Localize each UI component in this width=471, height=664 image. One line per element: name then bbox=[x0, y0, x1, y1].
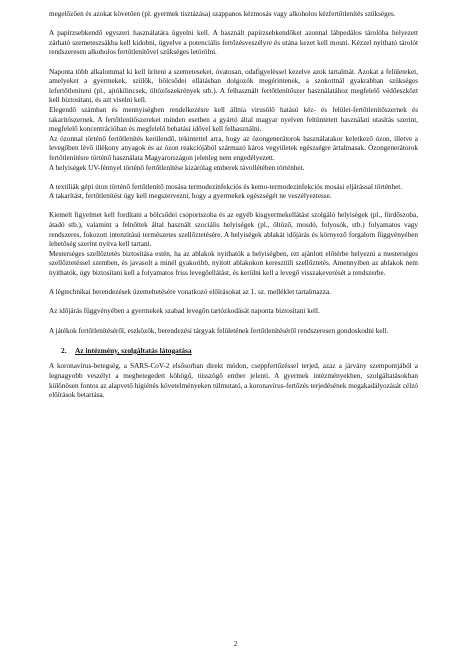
section-title: Az intézmény, szolgáltatás látogatása bbox=[75, 345, 192, 355]
paragraph-handwashing: megelőzően és azokat követően (pl. gyermek tisztázása) szappanos kézmosás vagy alkoholos kézfertőtlenítés szükséges. bbox=[49, 10, 396, 18]
paragraph-ozone: Az ózonnal történő fertőtlenítés kerülendő, tekintettel arra, hogy az ózongenerátorok használatakor keletkező ózon, illetve a levegőben lévő illékony anyagok és az ózon reakciójából származó káros vegyületek egészségre ártalmasak. Ózongenerátorok fertőtlenítésre történő használata Magyarországon jelenleg nem engedélyezett. bbox=[49, 134, 418, 162]
paragraph-uv-light: A helyiségek UV-fénnyel történő fertőtlenítése kizárólag emberek távollétében történhet. bbox=[49, 163, 305, 172]
page-number: 2 bbox=[233, 640, 238, 648]
paragraph-ventilation: Kiemelt figyelmet kell fordítani a bölcsődei csoportszoba és az egyéb kisgyermekellátást szolgáló helyiségek (pl., fürdőszoba, átadó stb.), valamint a felnőttek által használt szociális helyiségek (pl., öltöző, mosdó, folyosók, stb.) folyamatos vagy rendszeres, fokozott intenzitású természetes szellőztetésére. A helyiségek ablakát időjárás és környező forgalom függvényében lehetőség szerint nyitva kell tartani. bbox=[49, 211, 418, 249]
paragraph-coronavirus: A koronavírus-betegség, a SARS-CoV-2 elsősorban direkt módon, cseppfertőzéssel terjed, azaz a járvány szempontjából a legnagyobb veszélyt a megbetegedett köhögő, tüsszögő ember jelenti. A gyermek intézményekben, szolgáltatásokban különösen fontos az alapvető higiénés követelményeken túlmutató, a koronavírus-fertőzés terjedésének megakadályozását célzó előírások betartása. bbox=[49, 362, 418, 400]
paragraph-cleaning-organization: A takarítást, fertőtlenítést úgy kell megszervezni, hogy a gyermekek egészségét ne veszélyeztesse. bbox=[49, 192, 332, 201]
paragraph-toy-disinfection: A játékok fertőtlenítéséről, eszközök, berendezési tárgyak felületének fertőtlenítéséről rendszeresen gondoskodni kell. bbox=[49, 326, 389, 335]
paragraph-mechanical-ventilation: Mesterséges szellőztetés biztosítása estén, ha az ablakok nyithatók a helyiségben, ezt ajánlott előtérbe helyezni a mesterséges szellőztetéssel szemben, és javasolt a minél gyakoribb, nyitott ablakokon keresztüli szellőztetés. Amennyiben az ablakok nem nyithatók, úgy biztosítani kell a folyamatos friss levegőellátást, és kerülni kell a levegő visszakeverését a rendszerbe. bbox=[49, 249, 418, 278]
paragraph-bin-emptying: Naponta több alkalommal ki kell üríteni a szemeteseket, óvatosan, odafigyeléssel kezelve azok tartalmát. Azokat a felületeket, amelyeket a gyermekek, szülők, bölcsődei ellátásban dolgozók megérintenek, a szokottnál gyakrabban szükséges lefertőtleníteni (pl., ajtókilincsek, öltözőszekrények stb.). A felhasznált fertőtlenítőszer használatához megfelelő védőeszközt kell biztosítani, és azt viselni kell. bbox=[49, 67, 418, 105]
paragraph-disinfectant-supply: Elegendő számban és mennyiségben rendelkezésre kell állnia virusölő hatású kéz- és felület-fertőtlenítőszernek és takarítószernek. A fertőtlenítőszereket minden esetben a gyártó által magyar nyelven feltüntetett használati utasítás szerint, megfelelő koncentrációban és megfelelő behatási idővel kell felhasználni. bbox=[49, 105, 418, 134]
paragraph-hvac-annex: A légtechnikai berendezések üzemeltetésére vonatkozó előírásokat az 1. sz. melléklet tartalmazza. bbox=[49, 288, 331, 297]
section-heading bbox=[61, 346, 418, 356]
page-content bbox=[49, 10, 418, 410]
paragraph-textile-washing: A textíliák gépi úton történő fertőtlenítő mosása termodezinfekciós és kemo-termodezinfekciós mosási eljárással történhet. bbox=[49, 182, 403, 191]
paragraph-outdoor-time: Az időjárás függvényében a gyermekek szabad levegőn tartózkodását naponta biztosítani kell. bbox=[49, 307, 320, 316]
section-number: 2. bbox=[61, 345, 67, 355]
paragraph-tissue-use: A papírzsebkendő egyszeri használatára ügyelni kell. A használt papírzsebkendőket azonnal lábpedálos tárolóba helyezett zárható szemeteszsákba kell kidobni, ügyelve a potenciális fertőzésveszélyre és utána kezet kell mosni. Kézzel nyitható tárolót rendszeresen alkoholos fertőtlenítővel szükséges letörölni. bbox=[49, 29, 418, 57]
